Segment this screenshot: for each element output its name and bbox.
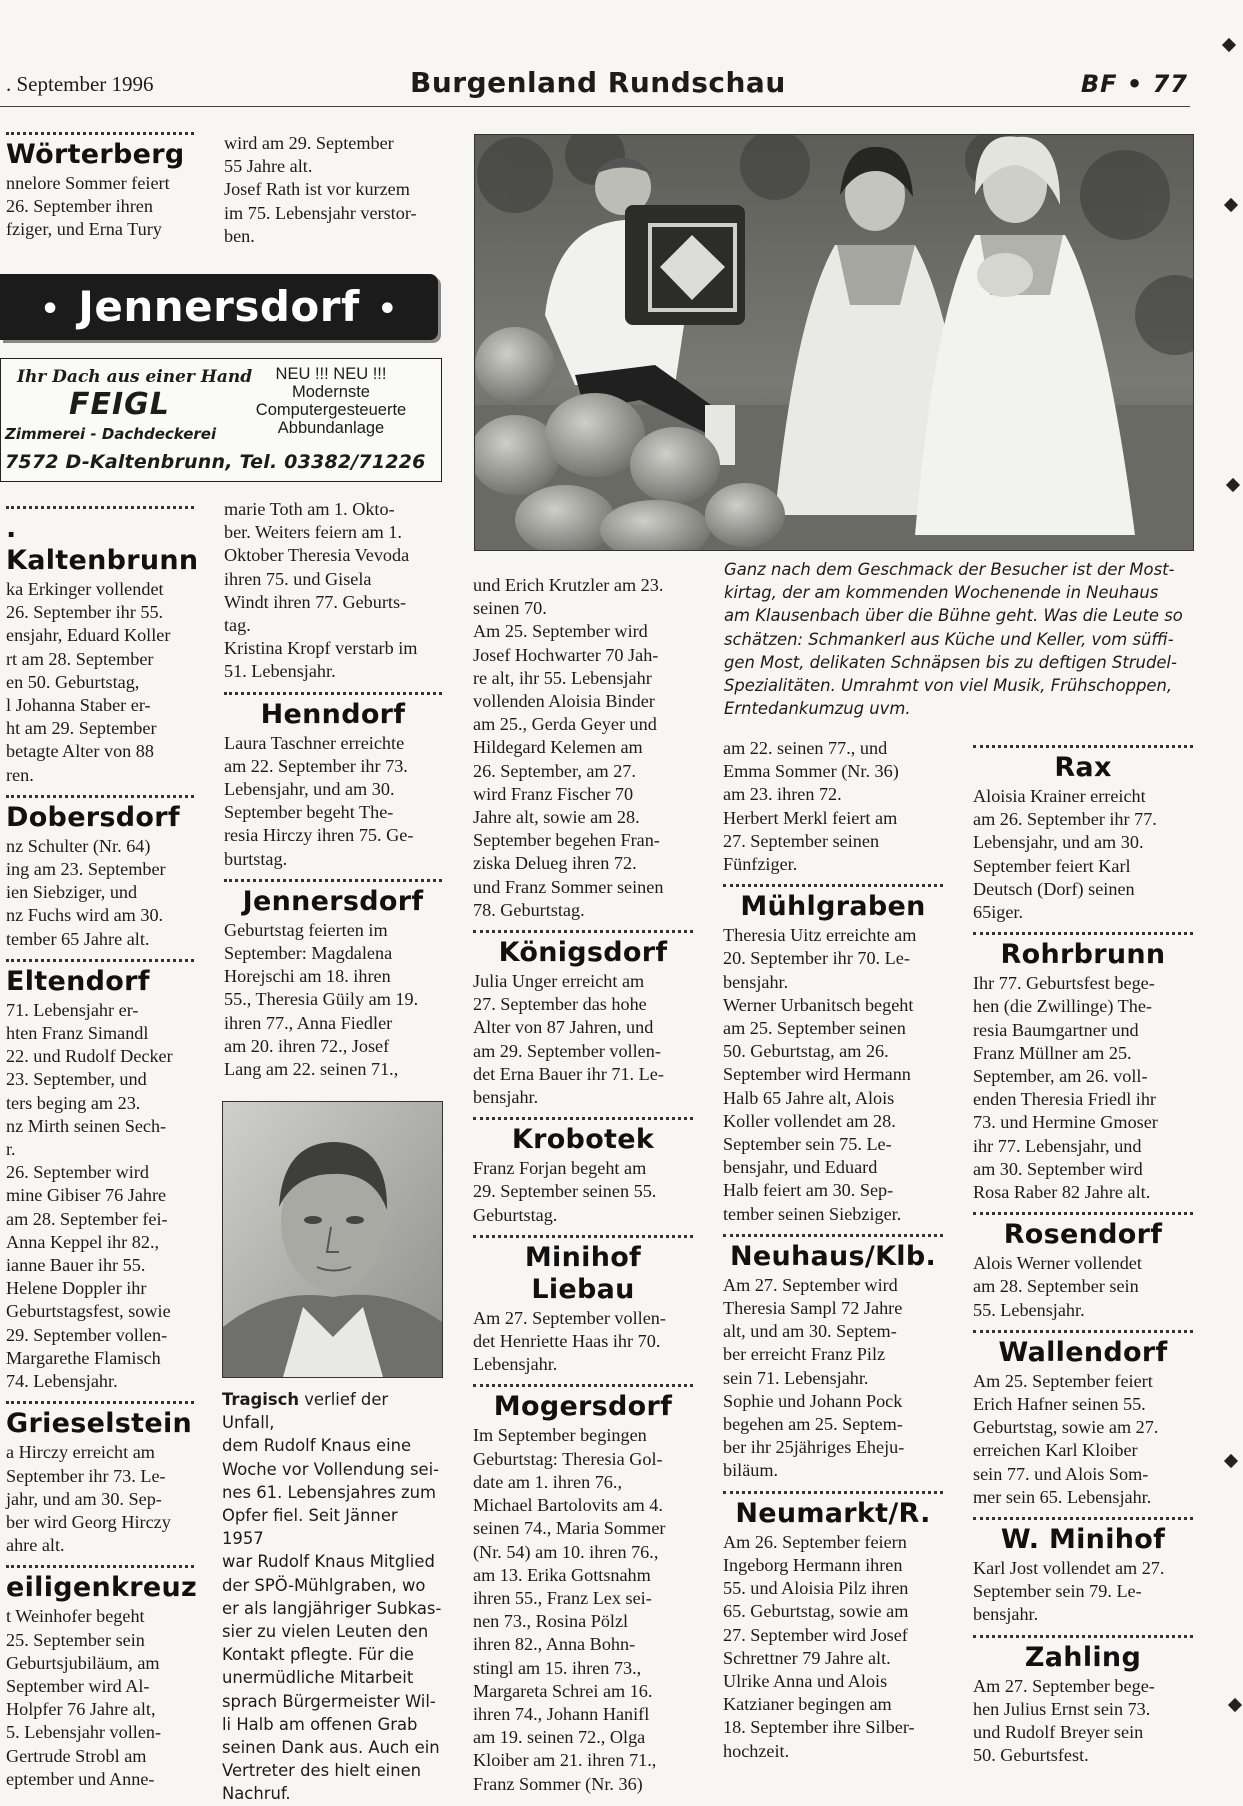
text-line: fziger, und Erna Tury	[6, 219, 162, 240]
text-line: ihren 82., Anna Bohn-	[473, 1634, 636, 1655]
text-line: en 50. Geburtstag,	[6, 671, 140, 692]
text-line: mine Gibiser 76 Jahre	[6, 1185, 167, 1206]
text-line: Kloiber am 21. ihren 71.,	[473, 1750, 657, 1771]
text-line: Lebensjahr, und am 30.	[224, 779, 395, 800]
caption-bold: Tragisch	[222, 1390, 300, 1409]
text-line: Alter von 87 Jahren, und	[473, 1017, 654, 1038]
text-line: tag.	[224, 615, 251, 636]
text-line: bensjahr.	[723, 971, 789, 992]
text-line: am 28. September fei-	[6, 1208, 168, 1229]
text-line: seinen 74., Maria Sommer	[473, 1518, 666, 1539]
text-line: ren.	[6, 764, 34, 785]
caption-lines	[724, 558, 1190, 720]
text-line: alt, und am 30. Septem-	[723, 1321, 897, 1342]
text-line: wird am 29. September	[224, 133, 394, 153]
ad-address: 7572 D-Kaltenbrunn, Tel. 03382/71226	[5, 451, 426, 473]
text-line: Erich Hafner seinen 55.	[973, 1394, 1146, 1415]
text-line: am 29. September vollen-	[473, 1040, 661, 1061]
jennersdorf-banner	[0, 274, 438, 340]
text-line: Geburtsjubiläum, am	[6, 1652, 160, 1673]
text-line: 22. und Rudolf Decker	[6, 1046, 173, 1067]
divider	[473, 930, 693, 933]
ad-company-name: FEIGL	[69, 387, 170, 422]
text-line: tember seinen Siebziger.	[723, 1203, 902, 1224]
text-line: t Weinhofer begeht	[6, 1606, 145, 1627]
text-line: er als langjähriger Subkas-	[222, 1598, 442, 1618]
text-line: Franz Forjan begeht am	[473, 1158, 647, 1179]
text-line: Woche vor Vollendung sei-	[222, 1459, 440, 1479]
scan-mark	[1224, 1454, 1238, 1468]
text-line: Aloisia Krainer erreicht	[973, 786, 1146, 806]
text-line: Karl Jost vollendet am 27.	[973, 1558, 1165, 1579]
text-line: Theresia Uitz erreichte am	[723, 925, 917, 946]
text-line: am 25. September seinen	[723, 1018, 906, 1039]
text-line: Am 26. September feiern	[723, 1531, 907, 1552]
text-line: Windt ihren 77. Geburts-	[224, 591, 407, 612]
divider	[973, 1212, 1193, 1215]
text-line: am 23. ihren 72.	[723, 784, 842, 805]
text-line: war Rudolf Knaus Mitglied	[222, 1552, 435, 1572]
text-line: bensjahr, und Eduard	[723, 1157, 878, 1178]
page-number: BF • 77	[1080, 70, 1188, 98]
text-line: am Klausenbach über die Bühne geht. Was die Leute so	[724, 606, 1183, 626]
text-line: 51. Lebensjahr.	[224, 661, 336, 682]
ad-news-line: Computergesteuerte	[255, 401, 407, 419]
mostkirtag-photo	[474, 134, 1194, 551]
text-line: nnelore Sommer feiert	[6, 173, 170, 193]
text-line: schätzen: Schmankerl aus Küche und Keller, vom süffi-	[724, 629, 1174, 649]
divider	[6, 506, 194, 509]
text-line: Herbert Merkl feiert am	[723, 807, 898, 828]
masthead	[0, 66, 1190, 107]
banner-bullet: •	[377, 291, 398, 327]
text-line: 27. September das hohe	[473, 994, 647, 1015]
text-line: und Erich Krutzler am 23.	[473, 575, 664, 595]
section-heading: Eltendorf	[6, 965, 150, 997]
text-line: kirtag, der am kommenden Wochenende in Neuhaus	[724, 583, 1159, 603]
text-line: ihren 74., Johann Hanifl	[473, 1703, 650, 1724]
text-line: Sophie und Johann Pock	[723, 1390, 903, 1411]
divider	[973, 932, 1193, 935]
text-line: ber wird Georg Hirczy	[6, 1511, 171, 1532]
text-line: Am 27. September wird	[723, 1274, 898, 1295]
text-line: hochzeit.	[723, 1740, 790, 1761]
text-line: 55. und Aloisia Pilz ihren	[723, 1578, 909, 1599]
section-heading: Grieselstein	[6, 1408, 193, 1440]
text-line: September wird Al-	[6, 1675, 150, 1696]
text-line: Michael Bartolovits am 4.	[473, 1495, 663, 1516]
text-line: det Erna Bauer ihr 71. Le-	[473, 1063, 664, 1084]
text-line: 26. September wird	[6, 1162, 149, 1183]
ad-news-line: Abbundanlage	[277, 419, 385, 437]
text-line: Fünfziger.	[723, 854, 798, 875]
text-line: dem Rudolf Knaus eine	[222, 1436, 412, 1456]
divider	[723, 1234, 943, 1237]
text-line: Schrettner 79 Jahre alt.	[723, 1647, 891, 1668]
divider	[6, 132, 194, 135]
text-line: ber erreicht Franz Pilz	[723, 1344, 886, 1365]
text-line: li Halb am offenen Grab	[222, 1714, 418, 1734]
text-line: seinen Dank aus. Auch ein	[222, 1738, 440, 1758]
col1-top	[6, 132, 194, 242]
text-line: r.	[6, 1139, 16, 1160]
text-line: Hildegard Kelemen am	[473, 737, 643, 758]
text-line: Erntedankumzug uvm.	[724, 699, 911, 719]
text-line: Jahre alt, sowie am 28.	[473, 807, 640, 828]
text-line: 23. September, und	[6, 1069, 147, 1090]
divider	[473, 1235, 693, 1238]
text-line: ianne Bauer ihr 55.	[6, 1255, 146, 1276]
text-line: im 75. Lebensjahr verstor-	[224, 202, 417, 223]
text-line: Alois Werner vollendet	[973, 1253, 1142, 1274]
text-line: mer sein 65. Lebensjahr.	[973, 1486, 1152, 1507]
issue-date: . September 1996	[6, 72, 154, 96]
text-line: 50. Geburtstag, am 26.	[723, 1041, 889, 1062]
section-heading: Jennersdorf	[242, 885, 424, 917]
text-line: Am 25. September feiert	[973, 1370, 1153, 1391]
text-line: verlief der Unfall,	[222, 1390, 389, 1433]
text-line: Am 25. September wird	[473, 621, 648, 642]
text-line: sier zu vielen Leuten den	[222, 1622, 429, 1642]
text-line: gen Most, delikaten Schnäpsen bis zu deftigen Strudel-	[724, 652, 1177, 672]
text-line: resia Baumgartner und	[973, 1019, 1139, 1040]
section-heading: Wörterberg	[6, 139, 185, 170]
section-heading: Mogersdorf	[493, 1391, 673, 1423]
text-line: ihren 75. und Gisela	[224, 568, 372, 589]
text-line: Theresia Sampl 72 Jahre	[723, 1298, 903, 1319]
divider	[224, 879, 442, 882]
text-line: Halb feiert am 30. Sep-	[723, 1180, 894, 1201]
article-lines	[6, 172, 194, 242]
text-line: Laura Taschner erreichte	[224, 732, 405, 753]
text-line: ht am 29. September	[6, 718, 157, 739]
text-line: det Henriette Haas ihr 70.	[473, 1331, 661, 1352]
article-lines	[224, 132, 442, 248]
text-line: 26. September, am 27.	[473, 760, 636, 781]
divider	[723, 1491, 943, 1494]
caption-text	[222, 1390, 442, 1806]
text-line: Holpfer 76 Jahre alt,	[6, 1699, 156, 1720]
text-line: Halb 65 Jahre alt, Alois	[723, 1087, 895, 1108]
section-heading: . Kaltenbrunn	[6, 513, 199, 576]
text-line: 55., Theresia Güily am 19.	[224, 989, 419, 1010]
text-line: Ulrike Anna und Alois	[723, 1670, 888, 1691]
text-line: ensjahr, Eduard Koller	[6, 625, 171, 646]
divider	[473, 1117, 693, 1120]
scan-mark	[1224, 198, 1238, 212]
text-line: am 30. September wird	[973, 1158, 1143, 1179]
text-line: 20. September ihr 70. Le-	[723, 948, 910, 969]
text-line: re alt, ihr 55. Lebensjahr	[473, 667, 652, 688]
text-line: Spezialitäten. Umrahmt von viel Musik, Frühschoppen,	[724, 676, 1173, 696]
section-heading: Königsdorf	[498, 937, 668, 969]
text-line: ka Erkinger vollendet	[6, 579, 164, 599]
text-line: l Johanna Staber er-	[6, 695, 151, 716]
section-heading: Neuhaus/Klb.	[729, 1240, 937, 1272]
text-line: 18. September ihre Silber-	[723, 1717, 915, 1738]
text-line: September wird Hermann	[723, 1064, 911, 1085]
text-line: 74. Lebensjahr.	[6, 1371, 118, 1392]
text-line: am 28. September sein	[973, 1276, 1139, 1297]
text-line: Geburtstagsfest, sowie	[6, 1301, 171, 1322]
text-line: date am 1. ihren 76.,	[473, 1471, 622, 1492]
text-line: 65iger.	[973, 902, 1024, 923]
text-line: resia Hirczy ihren 75. Ge-	[224, 825, 414, 846]
section-heading: Henndorf	[260, 698, 406, 730]
text-line: begehen am 25. Septem-	[723, 1414, 903, 1435]
text-line: am 25., Gerda Geyer und	[473, 714, 657, 735]
text-line: Julia Unger erreicht am	[473, 971, 645, 992]
text-line: Geburtstag.	[473, 1204, 558, 1225]
divider	[723, 884, 943, 887]
section-heading: Zahling	[1024, 1641, 1142, 1673]
text-line: hten Franz Simandl	[6, 1023, 149, 1044]
section-heading: Minihof Liebau	[524, 1241, 642, 1305]
text-line: Katzianer begingen am	[723, 1694, 892, 1715]
text-line: rt am 28. September	[6, 648, 154, 669]
divider	[473, 1384, 693, 1387]
text-line: 5. Lebensjahr vollen-	[6, 1722, 162, 1743]
text-line: Helene Doppler ihr	[6, 1278, 147, 1299]
text-line: Am 27. September vollen-	[473, 1307, 666, 1328]
text-line: ien Siebziger, und	[6, 882, 138, 903]
text-line: 27. September wird Josef	[723, 1624, 908, 1645]
divider	[6, 1401, 194, 1404]
text-line: Margareta Schrei am 16.	[473, 1680, 653, 1701]
text-line: (Nr. 54) am 10. ihren 76.,	[473, 1541, 659, 1562]
text-line: unermüdliche Mitarbeit	[222, 1668, 414, 1688]
text-line: Ganz nach dem Geschmack der Besucher ist der Most-	[724, 560, 1175, 579]
feigl-advertisement	[0, 358, 442, 482]
portrait-photo	[222, 1101, 443, 1378]
col2-top	[224, 132, 442, 248]
divider	[6, 795, 194, 798]
newspaper-title: Burgenland Rundschau	[410, 66, 786, 99]
text-line: Werner Urbanitsch begeht	[723, 994, 914, 1015]
text-line: 27. September seinen	[723, 830, 880, 851]
text-line: nz Fuchs wird am 30.	[6, 905, 164, 926]
divider	[6, 959, 194, 962]
text-line: sprach Bürgermeister Wil-	[222, 1691, 436, 1711]
text-line: enden Theresia Friedl ihr	[973, 1089, 1156, 1110]
text-line: Horejschi am 18. ihren	[224, 966, 391, 987]
mostkirtag-caption	[724, 558, 1190, 720]
text-line: vollenden Aloisia Binder	[473, 691, 655, 712]
text-line: marie Toth am 1. Okto-	[224, 499, 395, 519]
text-line: September sein 75. Le-	[723, 1134, 892, 1155]
divider	[973, 745, 1193, 748]
ad-slogan: Ihr Dach aus einer Hand	[17, 367, 253, 387]
ad-news-line: NEU !!! NEU !!!	[275, 365, 387, 383]
column-1	[6, 498, 199, 1791]
divider	[973, 1517, 1193, 1520]
section-heading: eiligenkreuz	[6, 1572, 198, 1604]
text-line: bensjahr.	[973, 1604, 1039, 1625]
text-line: Kontakt pflegte. Für die	[222, 1645, 415, 1665]
text-line: biläum.	[723, 1460, 779, 1481]
text-line: nz Schulter (Nr. 64)	[6, 835, 151, 856]
text-line: nz Mirth seinen Sech-	[6, 1115, 167, 1136]
text-line: Lebensjahr.	[473, 1354, 558, 1375]
text-line: jahr, und am 30. Sep-	[6, 1488, 162, 1509]
divider	[224, 692, 442, 695]
section-heading: Rohrbrunn	[1000, 939, 1166, 971]
column-5	[973, 737, 1193, 1768]
text-line: 29. September vollen-	[6, 1324, 168, 1345]
text-line: erreichen Karl Kloiber	[973, 1440, 1138, 1461]
text-line: a Hirczy erreicht am	[6, 1442, 155, 1463]
text-line: Josef Hochwarter 70 Jah-	[473, 644, 659, 665]
text-line: ziska Delueg ihren 72.	[473, 853, 637, 874]
text-line: Anna Keppel ihr 82.,	[6, 1231, 160, 1252]
text-line: Franz Sommer (Nr. 36)	[473, 1773, 643, 1794]
text-line: September sein 79. Le-	[973, 1581, 1142, 1602]
text-line: 55. Lebensjahr.	[973, 1299, 1085, 1320]
text-line: Josef Rath ist vor kurzem	[224, 179, 410, 200]
text-line: Am 27. September bege-	[973, 1675, 1155, 1696]
text-line: 78. Geburtstag.	[473, 899, 585, 920]
text-line: hen (die Zwillinge) The-	[973, 996, 1152, 1017]
text-line: der SPÖ-Mühlgraben, wo	[222, 1575, 426, 1595]
text-line: Kristina Kropf verstarb im	[224, 638, 418, 659]
divider	[973, 1330, 1193, 1333]
text-line: ber ihr 25jähriges Eheju-	[723, 1437, 905, 1458]
text-line: stingl am 15. ihren 73.,	[473, 1657, 642, 1678]
text-line: seinen 70.	[473, 598, 547, 619]
text-line: 50. Geburtsfest.	[973, 1745, 1089, 1766]
text-line: und Rudolf Breyer sein	[973, 1722, 1144, 1743]
text-line: 25. September sein	[6, 1629, 145, 1650]
ad-company-type: Zimmerei - Dachdeckerei	[5, 425, 217, 443]
text-line: September begehen Fran-	[473, 830, 660, 851]
text-line: Ihr 77. Geburtsfest bege-	[973, 973, 1155, 994]
text-line: Lang am 22. seinen 71.,	[224, 1059, 399, 1080]
text-line: Geburtstag, sowie am 27.	[973, 1417, 1159, 1438]
section-heading: W. Minihof	[1000, 1524, 1166, 1556]
text-line: ahre alt.	[6, 1535, 65, 1556]
scan-mark	[1222, 38, 1236, 52]
text-line: Im September begingen	[473, 1425, 647, 1446]
divider	[973, 1635, 1193, 1638]
text-line: nen 73., Rosina Pölzl	[473, 1611, 629, 1632]
scan-mark	[1226, 478, 1240, 492]
text-line: Vertreter des hielt einen	[222, 1761, 422, 1781]
banner-bullet: •	[40, 291, 61, 327]
text-line: Rosa Raber 82 Jahre alt.	[973, 1182, 1151, 1203]
text-line: ing am 23. September	[6, 859, 166, 880]
text-line: ber. Weiters feiern am 1.	[224, 522, 402, 543]
text-line: 26. September ihren	[6, 196, 153, 217]
text-line: ihren 55., Franz Lex sei-	[473, 1587, 652, 1608]
text-line: hen Julius Ernst sein 73.	[973, 1698, 1151, 1719]
scan-mark	[1228, 1698, 1242, 1712]
text-line: am 19. seinen 72., Olga	[473, 1727, 646, 1748]
text-line: tember 65 Jahre alt.	[6, 928, 150, 949]
text-line: Deutsch (Dorf) seinen	[973, 878, 1135, 899]
column-3	[473, 574, 693, 1796]
text-line: Franz Müllner am 25.	[973, 1042, 1132, 1063]
section-heading: Krobotek	[511, 1124, 655, 1156]
text-line: ben.	[224, 225, 255, 246]
text-line: Ingeborg Hermann ihren	[723, 1554, 903, 1575]
column-4	[723, 737, 943, 1763]
text-line: Geburtstag: Theresia Gol-	[473, 1448, 663, 1469]
text-line: sein 77. und Alois Som-	[973, 1463, 1149, 1484]
text-line: am 22. seinen 77., und	[723, 738, 888, 758]
text-line: und Franz Sommer seinen	[473, 876, 664, 897]
text-line: 55 Jahre alt.	[224, 156, 313, 177]
text-line: bensjahr.	[473, 1087, 539, 1108]
text-line: Emma Sommer (Nr. 36)	[723, 761, 899, 782]
text-line: Oktober Theresia Vevoda	[224, 545, 410, 566]
section-heading: Rosendorf	[1003, 1219, 1163, 1251]
text-line: 26. September ihr 55.	[6, 602, 164, 623]
text-line: 29. September seinen 55.	[473, 1181, 657, 1202]
column-2	[224, 498, 442, 1081]
text-line: Opfer fiel. Seit Jänner 1957	[222, 1506, 398, 1549]
divider	[6, 1565, 194, 1568]
text-line: September begeht The-	[224, 802, 394, 823]
text-line: September, am 26. voll-	[973, 1066, 1148, 1087]
text-line: ters beging am 23.	[6, 1092, 141, 1113]
text-line: 65. Geburtstag, sowie am	[723, 1601, 909, 1622]
text-line: nes 61. Lebensjahres zum	[222, 1482, 436, 1502]
text-line: Margarethe Flamisch	[6, 1347, 161, 1368]
text-line: wird Franz Fischer 70	[473, 783, 634, 804]
section-heading: Dobersdorf	[6, 801, 180, 833]
section-heading: Rax	[1054, 752, 1112, 783]
section-heading: Wallendorf	[998, 1336, 1168, 1368]
text-line: 73. und Hermine Gmoser	[973, 1112, 1158, 1133]
text-line: 71. Lebensjahr er-	[6, 999, 139, 1020]
text-line: am 13. Erika Gottsnahm	[473, 1564, 651, 1585]
portrait-caption	[222, 1388, 442, 1806]
text-line: betagte Alter von 88	[6, 741, 154, 762]
text-line: Lebensjahr, und am 30.	[973, 832, 1144, 853]
text-line: am 20. ihren 72., Josef	[224, 1035, 390, 1056]
text-line: am 26. September ihr 77.	[973, 809, 1157, 830]
section-heading: Neumarkt/R.	[735, 1497, 931, 1529]
text-line: September feiert Karl	[973, 855, 1131, 876]
ad-news	[241, 365, 421, 437]
banner-title: Jennersdorf	[78, 282, 360, 331]
text-line: September ihr 73. Le-	[6, 1465, 166, 1486]
text-line: ihren 77., Anna Fiedler	[224, 1012, 393, 1033]
text-line: ihr 77. Lebensjahr, und	[973, 1135, 1142, 1156]
text-line: Geburtstag feierten im	[224, 919, 388, 940]
text-line: sein 71. Lebensjahr.	[723, 1367, 869, 1388]
text-line: burtstag.	[224, 848, 288, 869]
text-line: September: Magdalena	[224, 943, 393, 964]
text-line: am 22. September ihr 73.	[224, 755, 408, 776]
text-line: Nachruf.	[222, 1784, 291, 1804]
ad-news-line: Modernste	[292, 383, 370, 401]
section-heading: Mühlgraben	[740, 891, 926, 923]
text-line: Koller vollendet am 28.	[723, 1110, 896, 1131]
text-line: Gertrude Strobl am	[6, 1745, 147, 1766]
text-line: eptember und Anne-	[6, 1768, 155, 1789]
